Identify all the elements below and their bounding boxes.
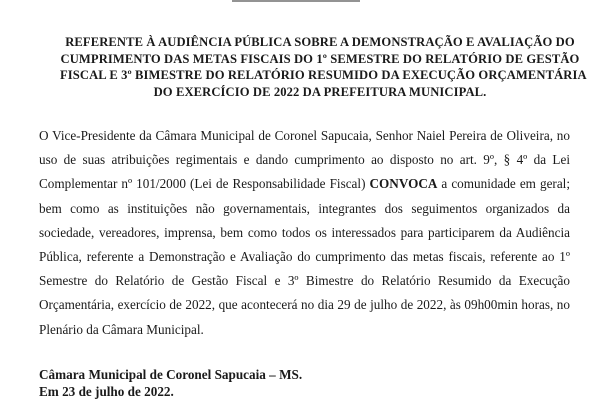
signature-place: Câmara Municipal de Coronel Sapucaia – MS. [39, 367, 303, 382]
body-line: Orçamentária, exercício de 2022, que acontecerá no dia 29 de julho de 2022, às 09h00min horas, no [39, 297, 570, 313]
heading-line: DO EXERCÍCIO DE 2022 DA PREFEITURA MUNICIPAL. [153, 84, 487, 99]
body-line: uso de suas atribuições regimentais e dando cumprimento ao disposto no art. 9º, § 4º da Lei [39, 152, 570, 168]
body-line-convoca [39, 172, 570, 196]
body-line: sociedade, vereadores, imprensa, bem como todos os interessados para participarem da Audiência [39, 224, 570, 240]
body-line: Plenário da Câmara Municipal. [39, 321, 204, 337]
body-line: Semestre do Relatório de Gestão Fiscal e 3º Bimestre do Relatório Resumido da Execução [39, 273, 570, 289]
body-text-segment: Complementar nº 101/2000 (Lei de Responsabilidade Fiscal) [39, 176, 370, 192]
signature-date: Em 23 de julho de 2022. [39, 384, 174, 399]
signature-block [39, 366, 302, 400]
convoca-emphasis: CONVOCA [369, 176, 438, 192]
body-line: O Vice-Presidente da Câmara Municipal de Coronel Sapucaia, Senhor Naiel Pereira de Oliveira, no [39, 128, 570, 143]
top-rule [232, 0, 360, 2]
body-line: bem como as instituições não governamentais, integrantes dos seguimentos organizados da [39, 200, 570, 216]
body-text-segment: a comunidade em geral; [437, 176, 570, 192]
heading-line: REFERENTE À AUDIÊNCIA PÚBLICA SOBRE A DEMONSTRAÇÃO E AVALIAÇÃO DO [65, 35, 575, 49]
document-heading [60, 34, 587, 100]
body-line: Pública, referente a Demonstração e Avaliação do cumprimento das metas fiscais, referente ao 1º [39, 249, 570, 265]
document-body [39, 124, 570, 342]
heading-line: CUMPRIMENTO DAS METAS FISCAIS DO 1º SEMESTRE DO RELATÓRIO DE GESTÃO [60, 51, 580, 66]
heading-line: FISCAL E 3º BIMESTRE DO RELATÓRIO RESUMIDO DA EXECUÇÃO ORÇAMENTÁRIA [60, 68, 587, 82]
